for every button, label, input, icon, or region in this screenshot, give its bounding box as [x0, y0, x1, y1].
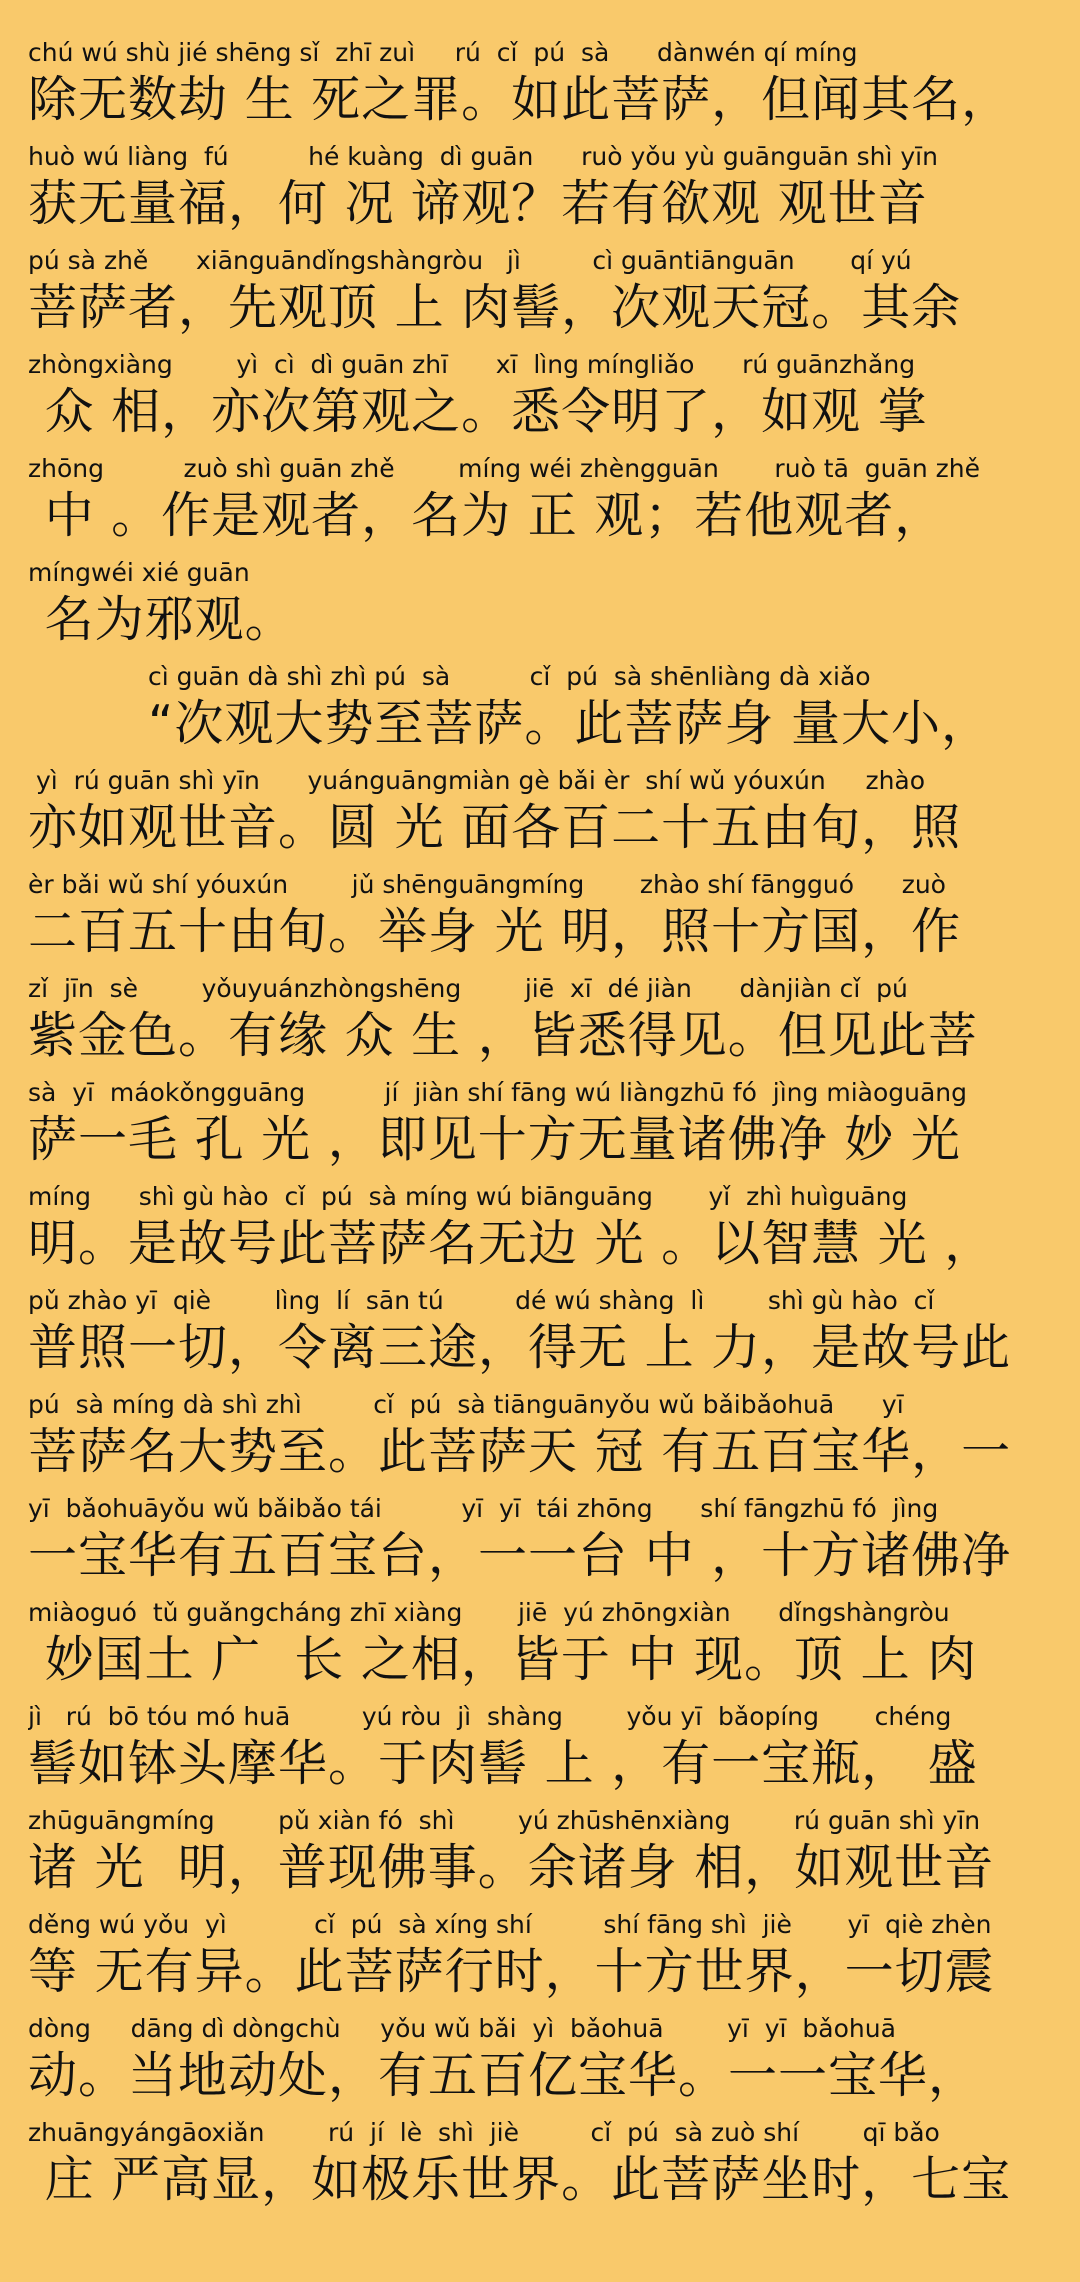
text-line [28, 1284, 1056, 1388]
pinyin-row: míng shì gù hào cǐ pú sà míng wú biānguāng yǐ zhì huìguāng [28, 1182, 908, 1211]
text-line [28, 868, 1056, 972]
text-line [28, 2012, 1056, 2116]
hanzi-row: 动。当地动处，有五百亿宝华。一一宝华， [28, 2047, 979, 2104]
text-line [28, 452, 1056, 556]
pinyin-row: sà yī máokǒngguāng jí jiàn shí fāng wú liàngzhū fó jìng miàoguāng [28, 1078, 968, 1107]
text-line [28, 36, 1056, 140]
text-line [28, 1804, 1056, 1908]
text-line [28, 764, 1056, 868]
hanzi-row: 髻如钵头摩华。于肉髻 上 ，有一宝瓶， 盛 [28, 1735, 978, 1792]
pinyin-row: chú wú shù jié shēng sǐ zhī zuì rú cǐ pú sà dànwén qí míng [28, 38, 858, 67]
pinyin-row: dòng dāng dì dòngchù yǒu wǔ bǎi yì bǎohuā yī yī bǎohuā [28, 2014, 896, 2043]
hanzi-row: 妙国土 广 长 之相，皆于 中 现。顶 上 肉 [28, 1631, 978, 1688]
hanzi-row: 紫金色。有缘 众 生 ，皆悉得见。但见此菩 [28, 1007, 978, 1064]
hanzi-row: 除无数劫 生 死之罪。如此菩萨，但闻其名， [28, 71, 1012, 128]
text-line [28, 972, 1056, 1076]
text-line [28, 1180, 1056, 1284]
pinyin-row: miàoguó tǔ guǎngcháng zhī xiàng jiē yú zhōngxiàn dǐngshàngròu [28, 1598, 950, 1627]
hanzi-row: 二百五十由旬。举身 光 明，照十方国，作 [28, 903, 962, 960]
hanzi-row: 萨一毛 孔 光 ，即见十方无量诸佛净 妙 光 [28, 1111, 961, 1168]
pinyin-row: èr bǎi wǔ shí yóuxún jǔ shēnguāngmíng zhào shí fāngguó zuò [28, 870, 946, 899]
pinyin-row: cì guān dà shì zhì pú sà cǐ pú sà shēnliàng dà xiǎo [148, 662, 871, 691]
pinyin-row: zǐ jīn sè yǒuyuánzhòngshēng jiē xī dé jiàn dànjiàn cǐ pú [28, 974, 908, 1003]
hanzi-row: 普照一切，令离三途，得无 上 力，是故号此 [28, 1319, 1012, 1376]
hanzi-row: 菩萨者，先观顶 上 肉髻，次观天冠。其余 [28, 279, 962, 336]
text-line [28, 1908, 1056, 2012]
pinyin-row: zhūguāngmíng pǔ xiàn fó shì yú zhūshēnxiàng rú guān shì yīn [28, 1806, 981, 1835]
hanzi-row: 菩萨名大势至。此菩萨天 冠 有五百宝华，一 [28, 1423, 1012, 1480]
text-line [28, 244, 1056, 348]
hanzi-row: 众 相，亦次第观之。悉令明了，如观 掌 [28, 383, 928, 440]
hanzi-row: 庄 严高显，如极乐世界。此菩萨坐时，七宝 [28, 2151, 1012, 2208]
text-line [28, 1388, 1056, 1492]
pinyin-row: pú sà zhě xiānguāndǐngshàngròu jì cì guāntiānguān qí yú [28, 246, 912, 275]
pinyin-row: jì rú bō tóu mó huā yú ròu jì shàng yǒu yī bǎopíng chéng [28, 1702, 952, 1731]
text-line [28, 348, 1056, 452]
pinyin-row: yī bǎohuāyǒu wǔ bǎibǎo tái yī yī tái zhōng shí fāngzhū fó jìng [28, 1494, 939, 1523]
pinyin-row: zhuāngyángāoxiǎn rú jí lè shì jiè cǐ pú sà zuò shí qī bǎo [28, 2118, 940, 2147]
pinyin-row: pú sà míng dà shì zhì cǐ pú sà tiānguānyǒu wǔ bǎibǎohuā yī [28, 1390, 904, 1419]
text-line [148, 660, 1056, 764]
pinyin-row: zhōng zuò shì guān zhě míng wéi zhèngguān ruò tā guān zhě [28, 454, 980, 483]
text-line [28, 2116, 1056, 2220]
text-line [28, 556, 1056, 660]
text-line [28, 1596, 1056, 1700]
pinyin-row: pǔ zhào yī qiè lìng lí sān tú dé wú shàng lì shì gù hào cǐ [28, 1286, 935, 1315]
text-line [28, 1076, 1056, 1180]
hanzi-row: 诸 光 明，普现佛事。余诸身 相，如观世音 [28, 1839, 995, 1896]
text-line [28, 140, 1056, 244]
text-line [28, 1492, 1056, 1596]
hanzi-row: “次观大势至菩萨。此菩萨身 量大小， [148, 695, 991, 752]
pinyin-row: huò wú liàng fú hé kuàng dì guān ruò yǒu yù guānguān shì yīn [28, 142, 938, 171]
pinyin-row: zhòngxiàng yì cì dì guān zhī xī lìng míngliǎo rú guānzhǎng [28, 350, 916, 379]
pinyin-row: míngwéi xié guān [28, 558, 250, 587]
text-line [28, 1700, 1056, 1804]
hanzi-row: 亦如观世音。圆 光 面各百二十五由旬，照 [28, 799, 962, 856]
hanzi-row: 一宝华有五百宝台，一一台 中 ，十方诸佛净 [28, 1527, 1012, 1584]
hanzi-row: 名为邪观。 [28, 591, 295, 648]
hanzi-row: 获无量福，何 况 谛观？若有欲观 观世音 [28, 175, 928, 232]
pinyin-row: yì rú guān shì yīn yuánguāngmiàn gè bǎi èr shí wǔ yóuxún zhào [28, 766, 926, 795]
hanzi-row: 中 。作是观者，名为 正 观；若他观者， [28, 487, 945, 544]
pinyin-row: děng wú yǒu yì cǐ pú sà xíng shí shí fāng shì jiè yī qiè zhèn [28, 1910, 992, 1939]
hanzi-row: 等 无有异。此菩萨行时，十方世界，一切震 [28, 1943, 995, 2000]
hanzi-row: 明。是故号此菩萨名无边 光 。以智慧 光 ， [28, 1215, 995, 1272]
